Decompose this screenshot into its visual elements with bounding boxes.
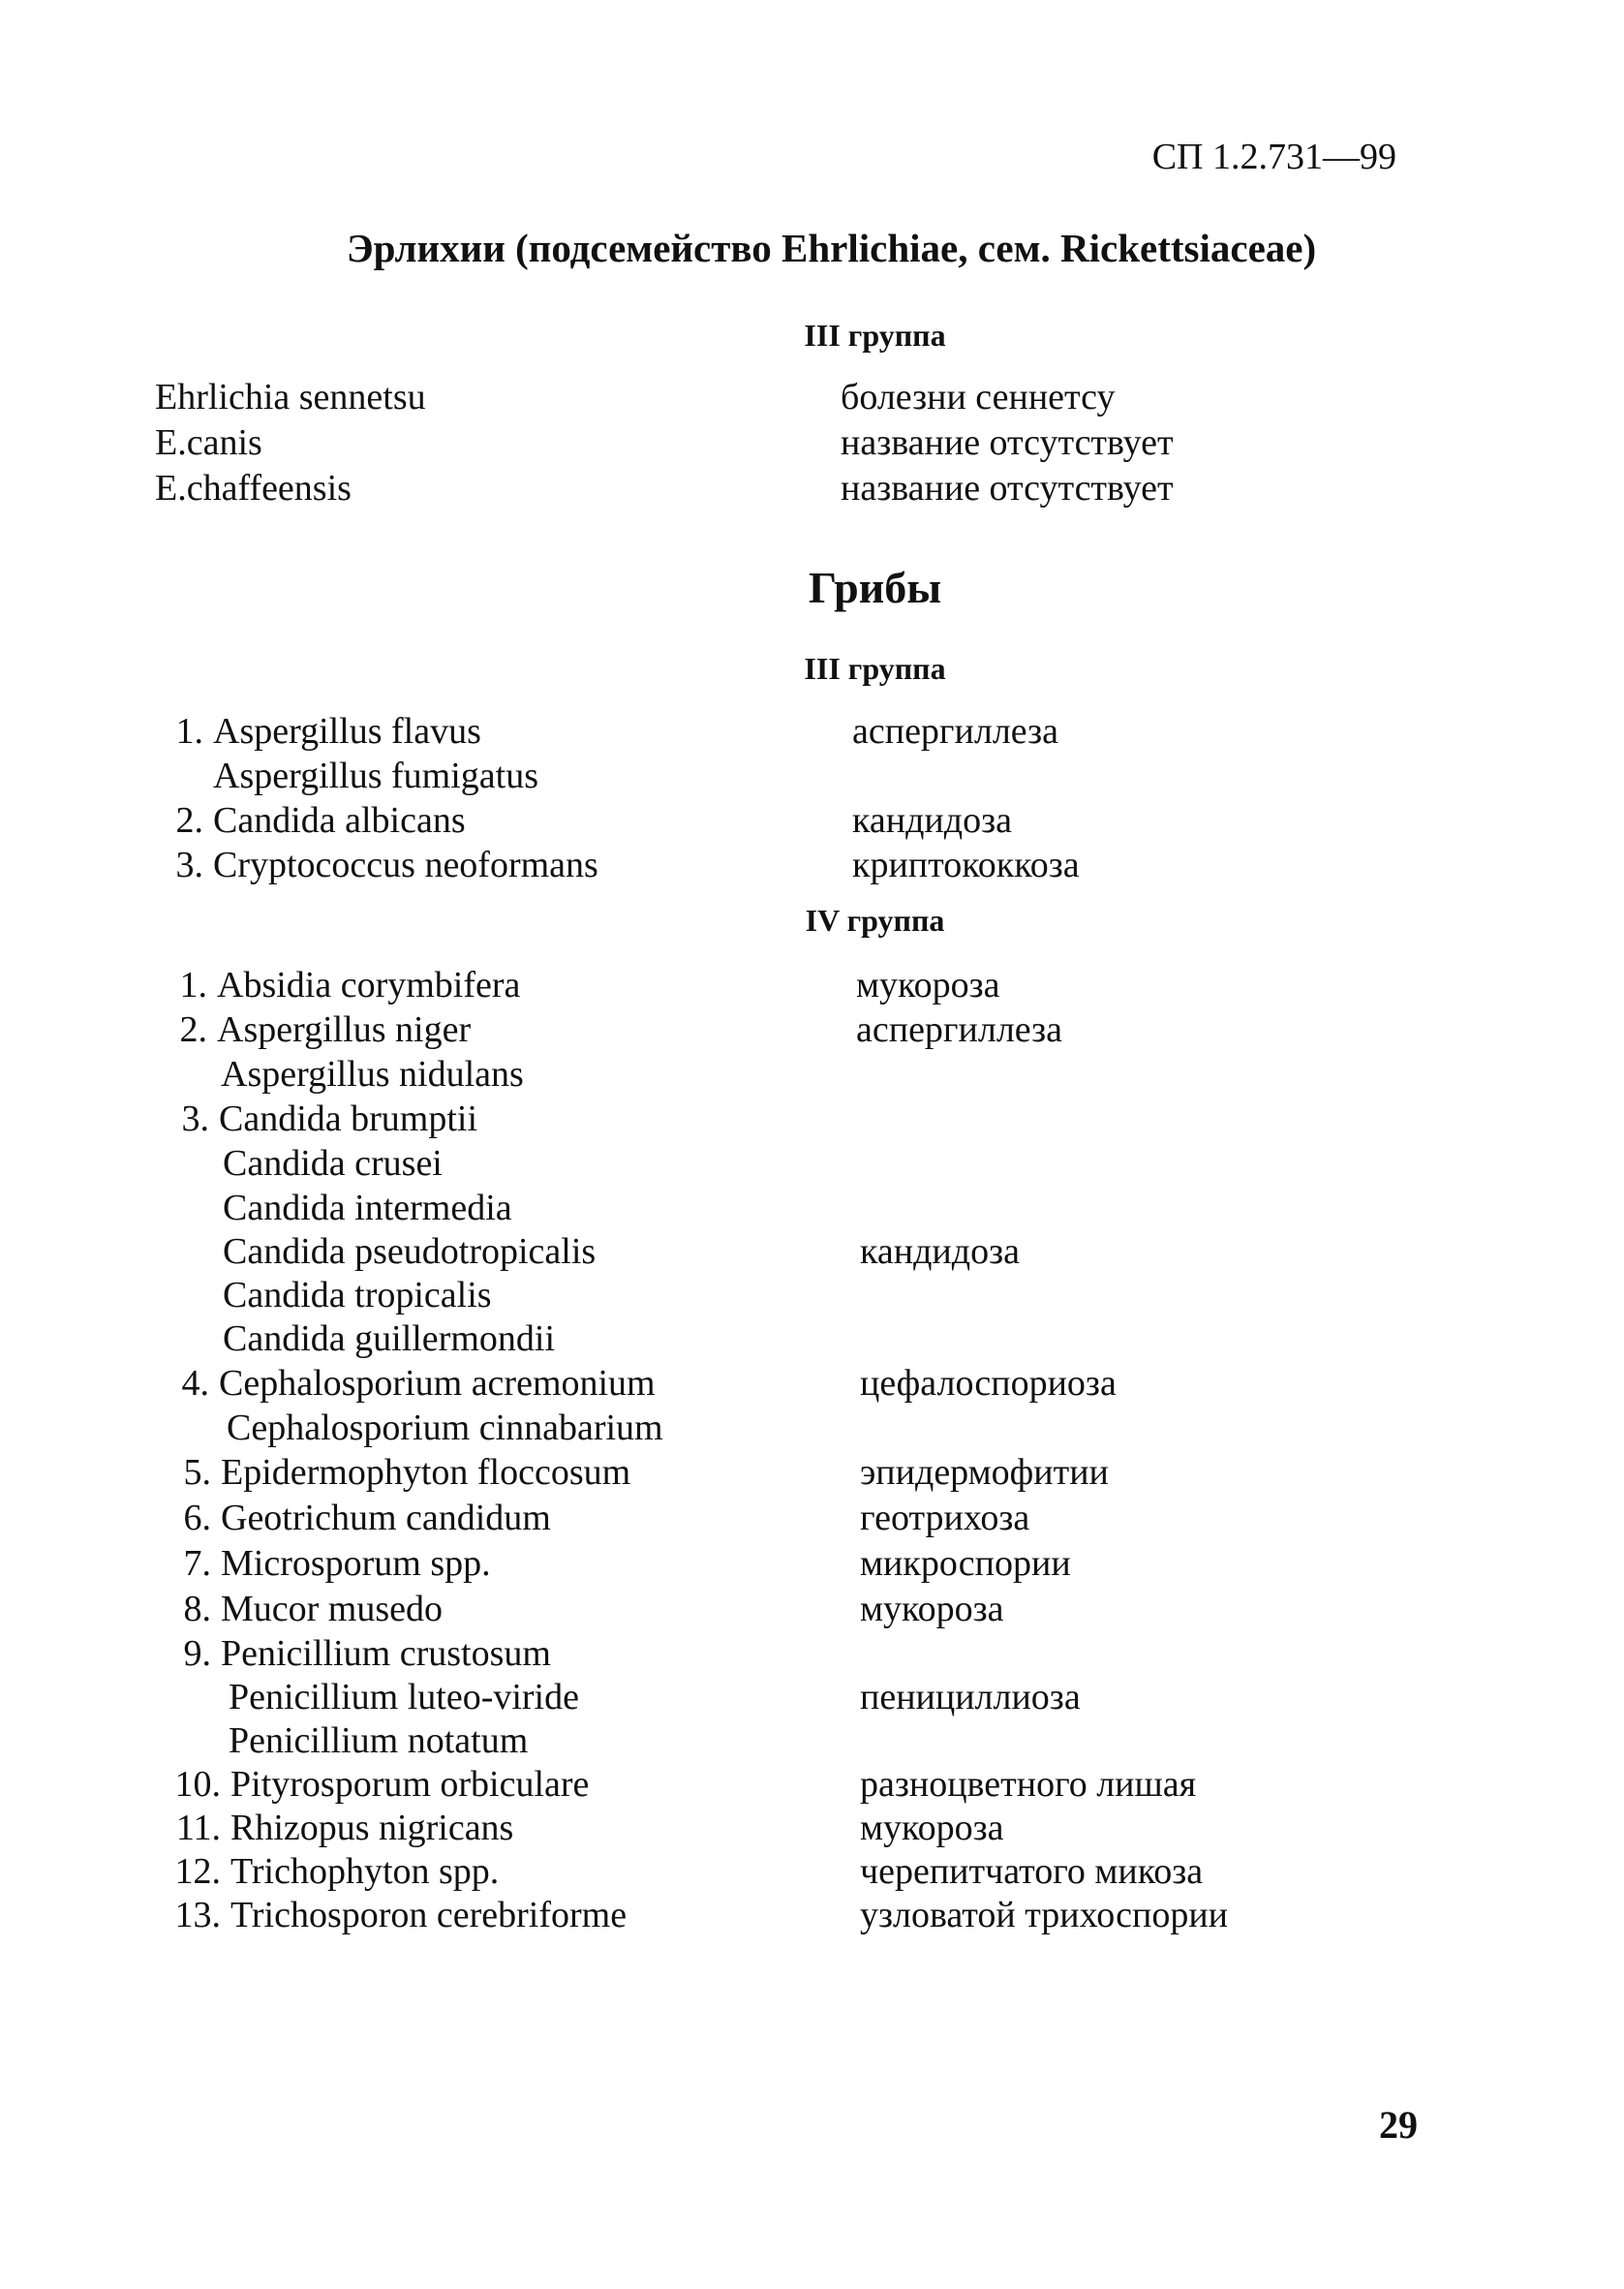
item-number: 12. (174, 1851, 221, 1892)
item-number: 1. (179, 965, 207, 1005)
fungi-group3-label: III группа (804, 651, 946, 686)
item-number: 10. (174, 1764, 221, 1805)
organism-name: Candida crusei (223, 1143, 443, 1184)
organism-name: Candida pseudotropicalis (223, 1231, 597, 1272)
organism-name: Cephalosporium acremonium (219, 1363, 656, 1404)
disease-name: эпидермофитии (860, 1452, 1109, 1493)
organism-name: Aspergillus nidulans (221, 1054, 524, 1095)
disease-name: аспергиллеза (852, 711, 1058, 752)
disease-name: разноцветного лишая (860, 1764, 1197, 1805)
organism-name: Candida brumptii (219, 1098, 478, 1139)
disease-name: болезни сеннетсу (841, 377, 1116, 418)
disease-name: кандидоза (852, 800, 1012, 841)
organism-name: Ehrlichia sennetsu (155, 377, 426, 418)
ehrlichia-section-title: Эрлихии (подсемейство Ehrlichiae, сем. Rickettsiaceae) (346, 226, 1317, 270)
organism-name: Aspergillus flavus (213, 711, 481, 752)
organism-name: Candida guillermondii (223, 1318, 556, 1359)
item-number: 3. (175, 845, 203, 885)
organism-name: Candida intermedia (223, 1188, 512, 1228)
item-number: 2. (179, 1009, 207, 1050)
disease-name: геотрихоза (860, 1498, 1030, 1538)
organism-name: Mucor musedo (221, 1589, 444, 1629)
ehrlichia-group-label: III группа (804, 318, 946, 353)
item-number: 2. (175, 800, 203, 841)
organism-name: Penicillium notatum (229, 1720, 529, 1761)
organism-name: Candida albicans (213, 800, 466, 841)
organism-name: Rhizopus nigricans (230, 1808, 514, 1848)
disease-name: черепитчатого микоза (860, 1851, 1204, 1892)
item-number: 1. (175, 711, 203, 752)
disease-name: узловатой трихоспории (860, 1895, 1229, 1935)
fungi-section-title: Грибы (808, 563, 942, 612)
organism-name: Aspergillus niger (217, 1009, 472, 1050)
item-number: 11. (175, 1808, 221, 1848)
item-number: 7. (183, 1543, 211, 1584)
item-number: 3. (181, 1098, 209, 1139)
organism-name: Geotrichum candidum (221, 1498, 551, 1538)
page-number: 29 (1379, 2103, 1418, 2147)
organism-name: Trichosporon cerebriforme (230, 1895, 628, 1935)
organism-name: E.chaffeensis (155, 468, 352, 509)
organism-name: Epidermophyton floccosum (221, 1452, 631, 1493)
organism-name: Cryptococcus neoformans (213, 845, 598, 885)
disease-name: микроспории (860, 1543, 1071, 1584)
organism-name: Pityrosporum orbiculare (230, 1764, 590, 1805)
disease-name: мукороза (860, 1589, 1004, 1629)
organism-name: Absidia corymbifera (217, 965, 521, 1005)
disease-name: аспергиллеза (856, 1009, 1062, 1050)
disease-name: мукороза (856, 965, 1000, 1005)
organism-name: Candida tropicalis (223, 1275, 492, 1315)
disease-name: название отсутствует (841, 422, 1174, 463)
item-number: 9. (183, 1633, 211, 1674)
disease-name: пенициллиоза (860, 1677, 1081, 1717)
organism-name: Cephalosporium cinnabarium (227, 1407, 663, 1448)
disease-name: название отсутствует (841, 468, 1174, 509)
organism-name: Aspergillus fumigatus (213, 756, 539, 796)
organism-name: E.canis (155, 422, 262, 463)
item-number: 4. (181, 1363, 209, 1404)
organism-name: Trichophyton spp. (230, 1851, 500, 1892)
item-number: 5. (183, 1452, 211, 1493)
item-number: 13. (174, 1895, 221, 1935)
organism-name: Penicillium crustosum (221, 1633, 551, 1674)
item-number: 6. (183, 1498, 211, 1538)
disease-name: кандидоза (860, 1231, 1020, 1272)
organism-name: Microsporum spp. (221, 1543, 491, 1584)
fungi-group4-label: IV группа (805, 903, 945, 938)
document-code: СП 1.2.731—99 (1151, 137, 1396, 177)
disease-name: криптококкоза (852, 845, 1080, 885)
item-number: 8. (183, 1589, 211, 1629)
disease-name: мукороза (860, 1808, 1004, 1848)
disease-name: цефалоспориоза (860, 1363, 1117, 1404)
organism-name: Penicillium luteo-viride (229, 1677, 579, 1717)
